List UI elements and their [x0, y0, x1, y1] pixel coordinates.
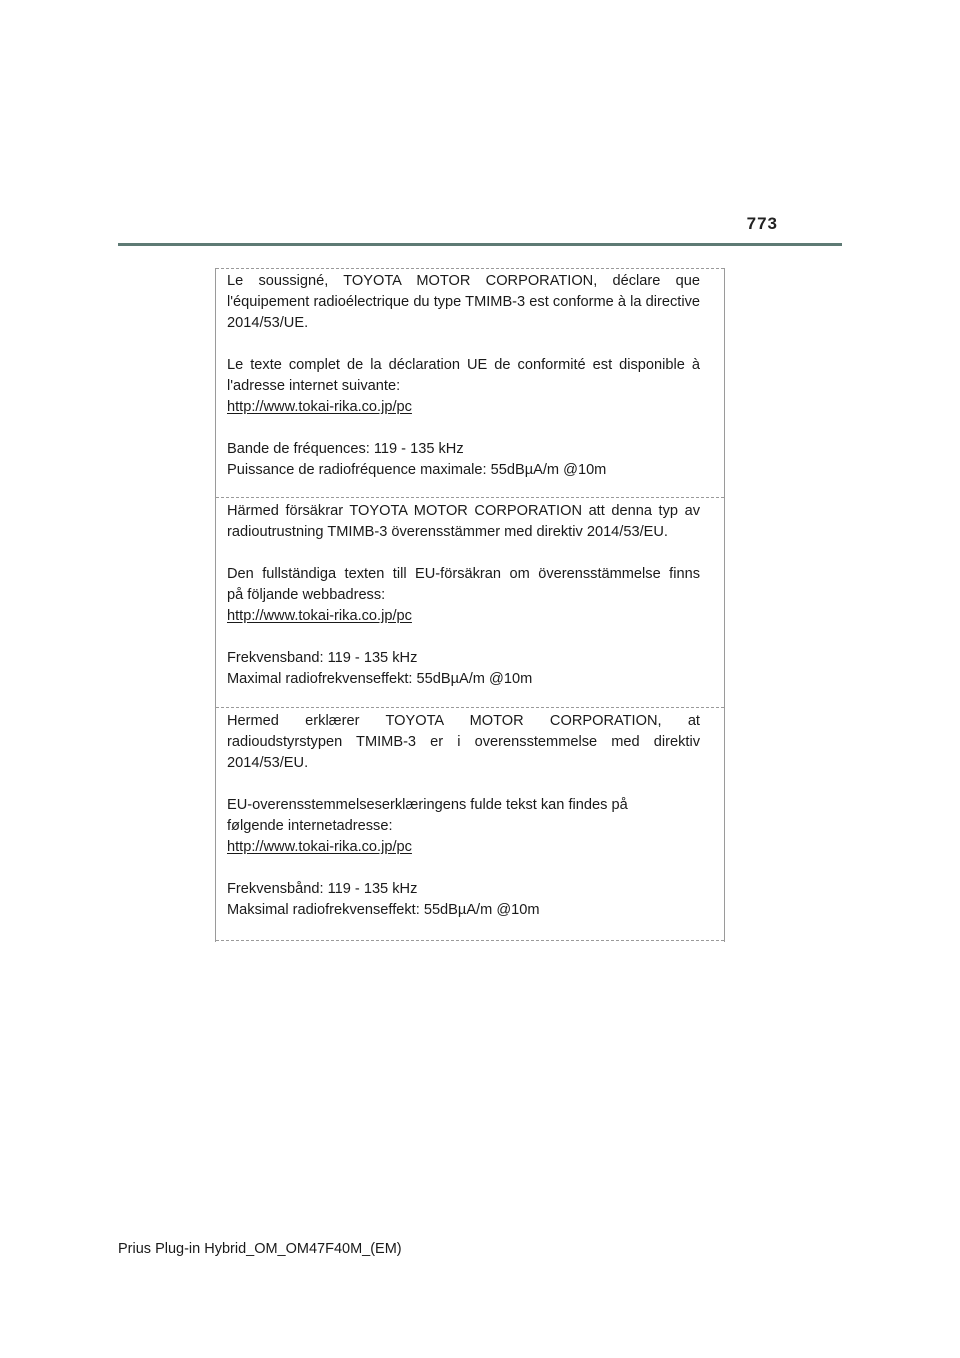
- declaration-section-danish: [227, 711, 700, 942]
- declaration-box: [215, 268, 725, 942]
- spec-power: Puissance de radiofréquence maximale: 55dBµA/m @10m: [227, 462, 607, 478]
- page-number: 773: [746, 214, 778, 233]
- declaration-link[interactable]: http://www.tokai-rika.co.jp/pc: [227, 399, 412, 415]
- declaration-link[interactable]: http://www.tokai-rika.co.jp/pc: [227, 608, 412, 624]
- header-rule: [118, 243, 842, 246]
- declaration-text-line: Le texte complet de la déclaration UE de conformité est disponible à: [227, 357, 700, 373]
- spec-frequency: Bande de fréquences: 119 - 135 kHz: [227, 441, 464, 457]
- spec-power: Maximal radiofrekvenseffekt: 55dBµA/m @10m: [227, 671, 533, 687]
- separator-top: [216, 268, 724, 269]
- declaration-intro: Hermed erklærer TOYOTA MOTOR CORPORATION, at radioudstyrstypen TMIMB-3 er i overensstemmelse med direktiv 2014/53/EU.: [227, 713, 700, 771]
- spec-frequency: Frekvensband: 119 - 135 kHz: [227, 650, 418, 666]
- declaration-body: [227, 795, 700, 858]
- declaration-text-line: følgende internetadresse:: [227, 818, 393, 834]
- declaration-section-swedish: [227, 501, 700, 711]
- declaration-body: [227, 564, 700, 627]
- declaration-intro: Le soussigné, TOYOTA MOTOR CORPORATION, déclare que l'équipement radioélectrique du type TMIMB-3 est conforme à la directive 2014/53/UE.: [227, 273, 700, 331]
- declaration-specs: [227, 439, 700, 481]
- declaration-link[interactable]: http://www.tokai-rika.co.jp/pc: [227, 839, 412, 855]
- declaration-specs: [227, 648, 700, 690]
- declaration-specs: [227, 879, 700, 921]
- spec-power: Maksimal radiofrekvenseffekt: 55dBµA/m @10m: [227, 902, 540, 918]
- separator: [216, 707, 724, 708]
- separator: [216, 497, 724, 498]
- declaration-text-line: på följande webbadress:: [227, 587, 386, 603]
- declaration-intro: Härmed försäkrar TOYOTA MOTOR CORPORATION att denna typ av radioutrustning TMIMB-3 överensstämmer med direktiv 2014/53/EU.: [227, 503, 700, 540]
- declaration-body: [227, 355, 700, 418]
- declaration-section-french: [227, 271, 700, 502]
- separator-bottom: [216, 940, 724, 941]
- spec-frequency: Frekvensbånd: 119 - 135 kHz: [227, 881, 418, 897]
- declaration-text-line: EU-overensstemmelseserklæringens fulde tekst kan findes på: [227, 797, 628, 813]
- declaration-text-line: Den fullständiga texten till EU-försäkran om överensstämmelse finns: [227, 566, 700, 582]
- declaration-text-line: l'adresse internet suivante:: [227, 378, 401, 394]
- footer-document-id: Prius Plug-in Hybrid_OM_OM47F40M_(EM): [118, 1241, 402, 1257]
